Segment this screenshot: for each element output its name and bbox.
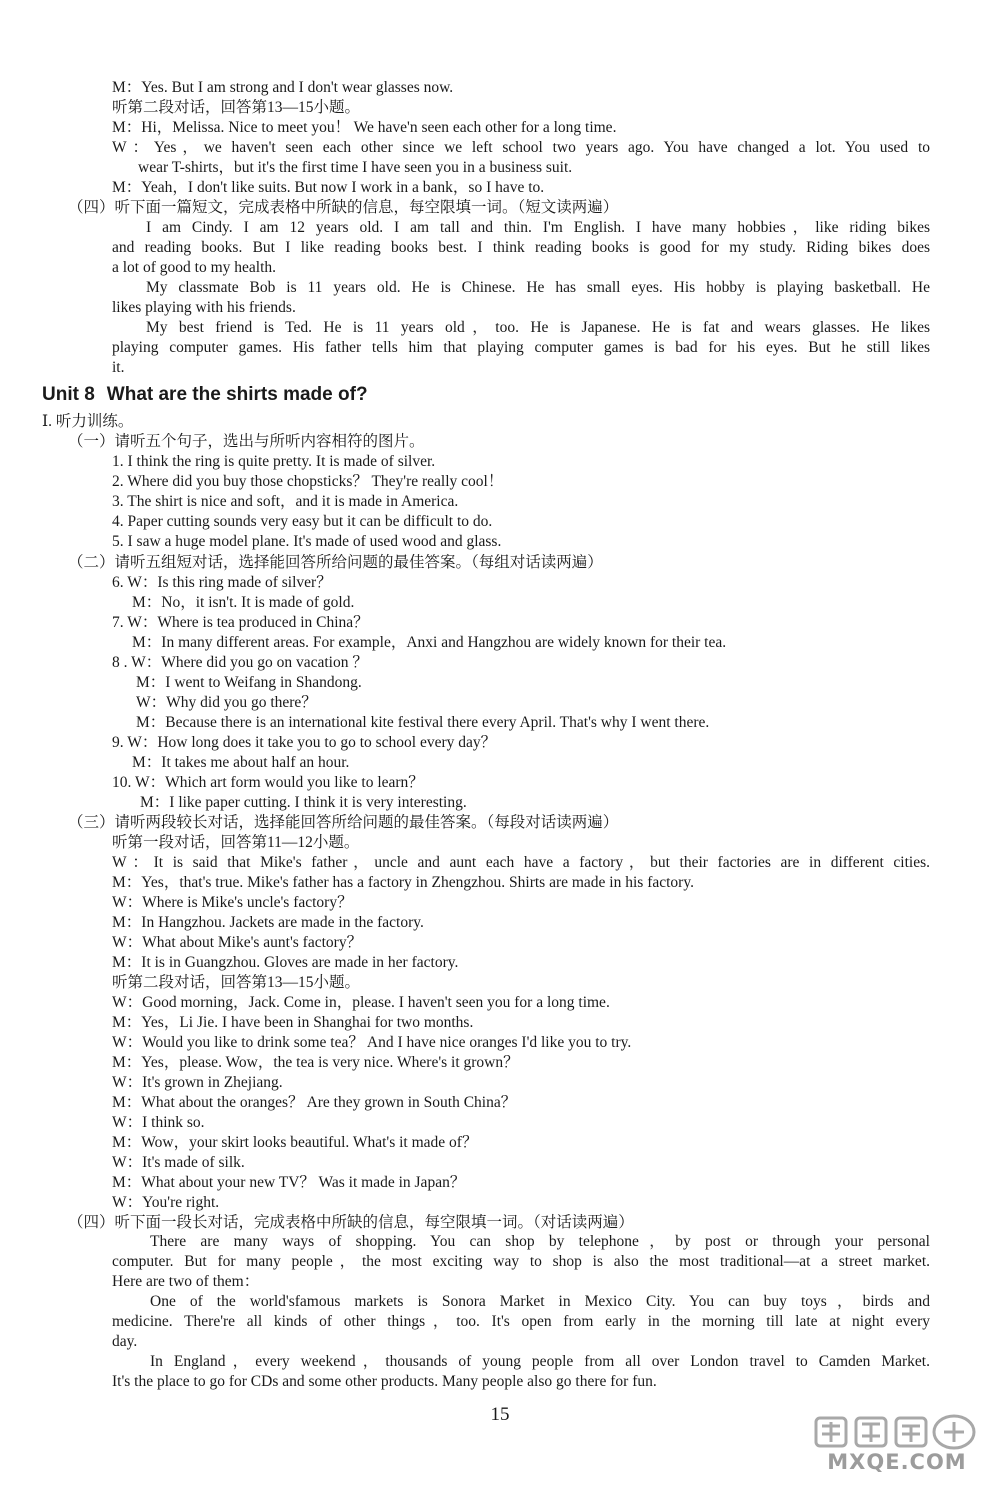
text-line: It's the place to go for CDs and some other products. Many people also go there for fun. [112, 1373, 657, 1390]
text-line: W：Would you like to drink some tea？ And I have nice oranges I'd like you to try. [112, 1034, 632, 1051]
text-line: W：Where is Mike's uncle's factory？ [112, 894, 353, 911]
text-line: M：What about your new TV？ Was it made in Japan？ [112, 1174, 466, 1191]
text-line: M：It is in Guangzhou. Gloves are made in her factory. [112, 954, 459, 971]
page-number: 15 [490, 1404, 510, 1425]
text-line: M：Yes，please. Wow，the tea is very nice. Where's it grown？ [112, 1054, 519, 1071]
text-line: a lot of good to my health. [112, 259, 277, 276]
text-line: 4. Paper cutting sounds very easy but it can be difficult to do. [112, 513, 493, 530]
text-line: My best friend is Ted. He is 11 years old，too. He is Japanese. He is fat and wears glasses. He likes [146, 319, 930, 336]
text-line: M：Yes. But I am strong and I don't wear glasses now. [112, 79, 454, 96]
text-line: My classmate Bob is 11 years old. He is Chinese. He has small eyes. His hobby is playing basketball. He [146, 279, 930, 296]
section-heading: （一）请听五个句子，选出与所听内容相符的图片。 [68, 433, 425, 450]
text-line: 2. Where did you buy those chopsticks？ They're really cool！ [112, 473, 504, 490]
text-line: and reading books. But I like reading books best. I think reading books is good for my study. Riding bikes does [112, 239, 930, 256]
text-line: W：You're right. [112, 1194, 220, 1211]
section-heading: （三）请听两段较长对话，选择能回答所给问题的最佳答案。（每段对话读两遍） [68, 814, 619, 831]
text-line: 5. I saw a huge model plane. It's made of used wood and glass. [112, 533, 502, 550]
text-line: M：Yes，Li Jie. I have been in Shanghai for two months. [112, 1014, 474, 1031]
text-line: 3. The shirt is nice and soft，and it is made in America. [112, 493, 459, 510]
watermark [808, 1412, 986, 1478]
text-line: One of the world'sfamous markets is Sonora Market in Mexico City. You can buy toys，birds and [150, 1293, 930, 1310]
text-line: There are many ways of shopping. You can shop by telephone，by post or through your personal [150, 1233, 930, 1250]
text-line: medicine. There're all kinds of other things，too. It's open from early in the morning till late at night every [112, 1313, 930, 1330]
text-line: 1. I think the ring is quite pretty. It is made of silver. [112, 453, 436, 470]
text-line: M：I went to Weifang in Shandong. [136, 674, 362, 691]
unit-heading: What are the shirts made of? [106, 384, 368, 405]
text-line: M：Because there is an international kite festival there every April. That's why I went there. [136, 714, 710, 731]
text-line: W：I think so. [112, 1114, 205, 1131]
text-line: W：What about Mike's aunt's factory？ [112, 934, 363, 951]
text-line: M：No，it isn't. It is made of gold. [132, 594, 355, 611]
text-line: it. [112, 359, 125, 376]
text-line: likes playing with his friends. [112, 299, 296, 316]
text-line: I am Cindy. I am 12 years old. I am tall and thin. I'm English. I have many hobbies，like riding bikes [146, 219, 930, 236]
text-line: M：I like paper cutting. I think it is very interesting. [140, 794, 467, 811]
section-heading: Ⅰ. 听力训练。 [42, 413, 134, 430]
text-line: 7. W：Where is tea produced in China？ [112, 614, 369, 631]
text-line: M：What about the oranges？ Are they grown in South China？ [112, 1094, 517, 1111]
section-heading: （四）听下面一篇短文，完成表格中所缺的信息，每空限填一词。（短文读两遍） [68, 199, 619, 216]
text-line: 9. W：How long does it take you to go to school every day？ [112, 734, 497, 751]
text-line: W：It's grown in Zhejiang. [112, 1074, 283, 1091]
text-line: W：It's made of silk. [112, 1154, 245, 1171]
answer-logo-icon [808, 1412, 986, 1452]
unit-title [42, 384, 368, 406]
watermark-text: MXQE.COM [827, 1450, 967, 1474]
text-line: 6. W：Is this ring made of silver？ [112, 574, 332, 591]
text-line: M：Yes，that's true. Mike's father has a factory in Zhengzhou. Shirts are made in his factory. [112, 874, 694, 891]
section-heading: （二）请听五组短对话，选择能回答所给问题的最佳答案。（每组对话读两遍） [68, 554, 603, 571]
text-line: W：Yes，we haven't seen each other since we left school two years ago. You have changed a lot. You used to [112, 139, 930, 156]
section-heading: （四）听下面一段长对话，完成表格中所缺的信息，每空限填一词。（对话读两遍） [68, 1214, 634, 1231]
text-line: In England，every weekend，thousands of young people from all over London travel to Camden Market. [150, 1353, 930, 1370]
text-line: M：Yeah，I don't like suits. But now I work in a bank，so I have to. [112, 179, 545, 196]
text-line: day. [112, 1333, 138, 1350]
text-line: M：Wow，your skirt looks beautiful. What's it made of？ [112, 1134, 478, 1151]
text-line: wear T-shirts，but it's the first time I have seen you in a business suit. [138, 159, 573, 176]
text-line: 听第一段对话，回答第11—12小题。 [112, 834, 360, 851]
text-line: W：Good morning，Jack. Come in，please. I haven't seen you for a long time. [112, 994, 610, 1011]
text-line: 听第二段对话，回答第13—15小题。 [112, 99, 361, 116]
text-line: 10. W：Which art form would you like to learn？ [112, 774, 424, 791]
text-line: computer. But for many people，the most exciting way to shop is also the most traditional—at a street market. [112, 1253, 930, 1270]
text-line: M：Hi，Melissa. Nice to meet you！ We have'n seen each other for a long time. [112, 119, 617, 136]
text-line: 听第二段对话，回答第13—15小题。 [112, 974, 361, 991]
text-line: W：Why did you go there？ [136, 694, 317, 711]
unit-number: Unit 8 [42, 384, 95, 405]
text-line: W：It is said that Mike's father，uncle and aunt each have a factory，but their factories are in different cities. [112, 854, 930, 871]
text-line: M：In Hangzhou. Jackets are made in the factory. [112, 914, 424, 931]
text-line: M：It takes me about half an hour. [132, 754, 350, 771]
text-line: M：In many different areas. For example，Anxi and Hangzhou are widely known for their tea. [132, 634, 727, 651]
text-line: 8 . W：Where did you go on vacation ？ [112, 654, 368, 671]
text-line: Here are two of them： [112, 1273, 260, 1290]
text-line: playing computer games. His father tells him that playing computer games is bad for his eyes. But he still likes [112, 339, 930, 356]
